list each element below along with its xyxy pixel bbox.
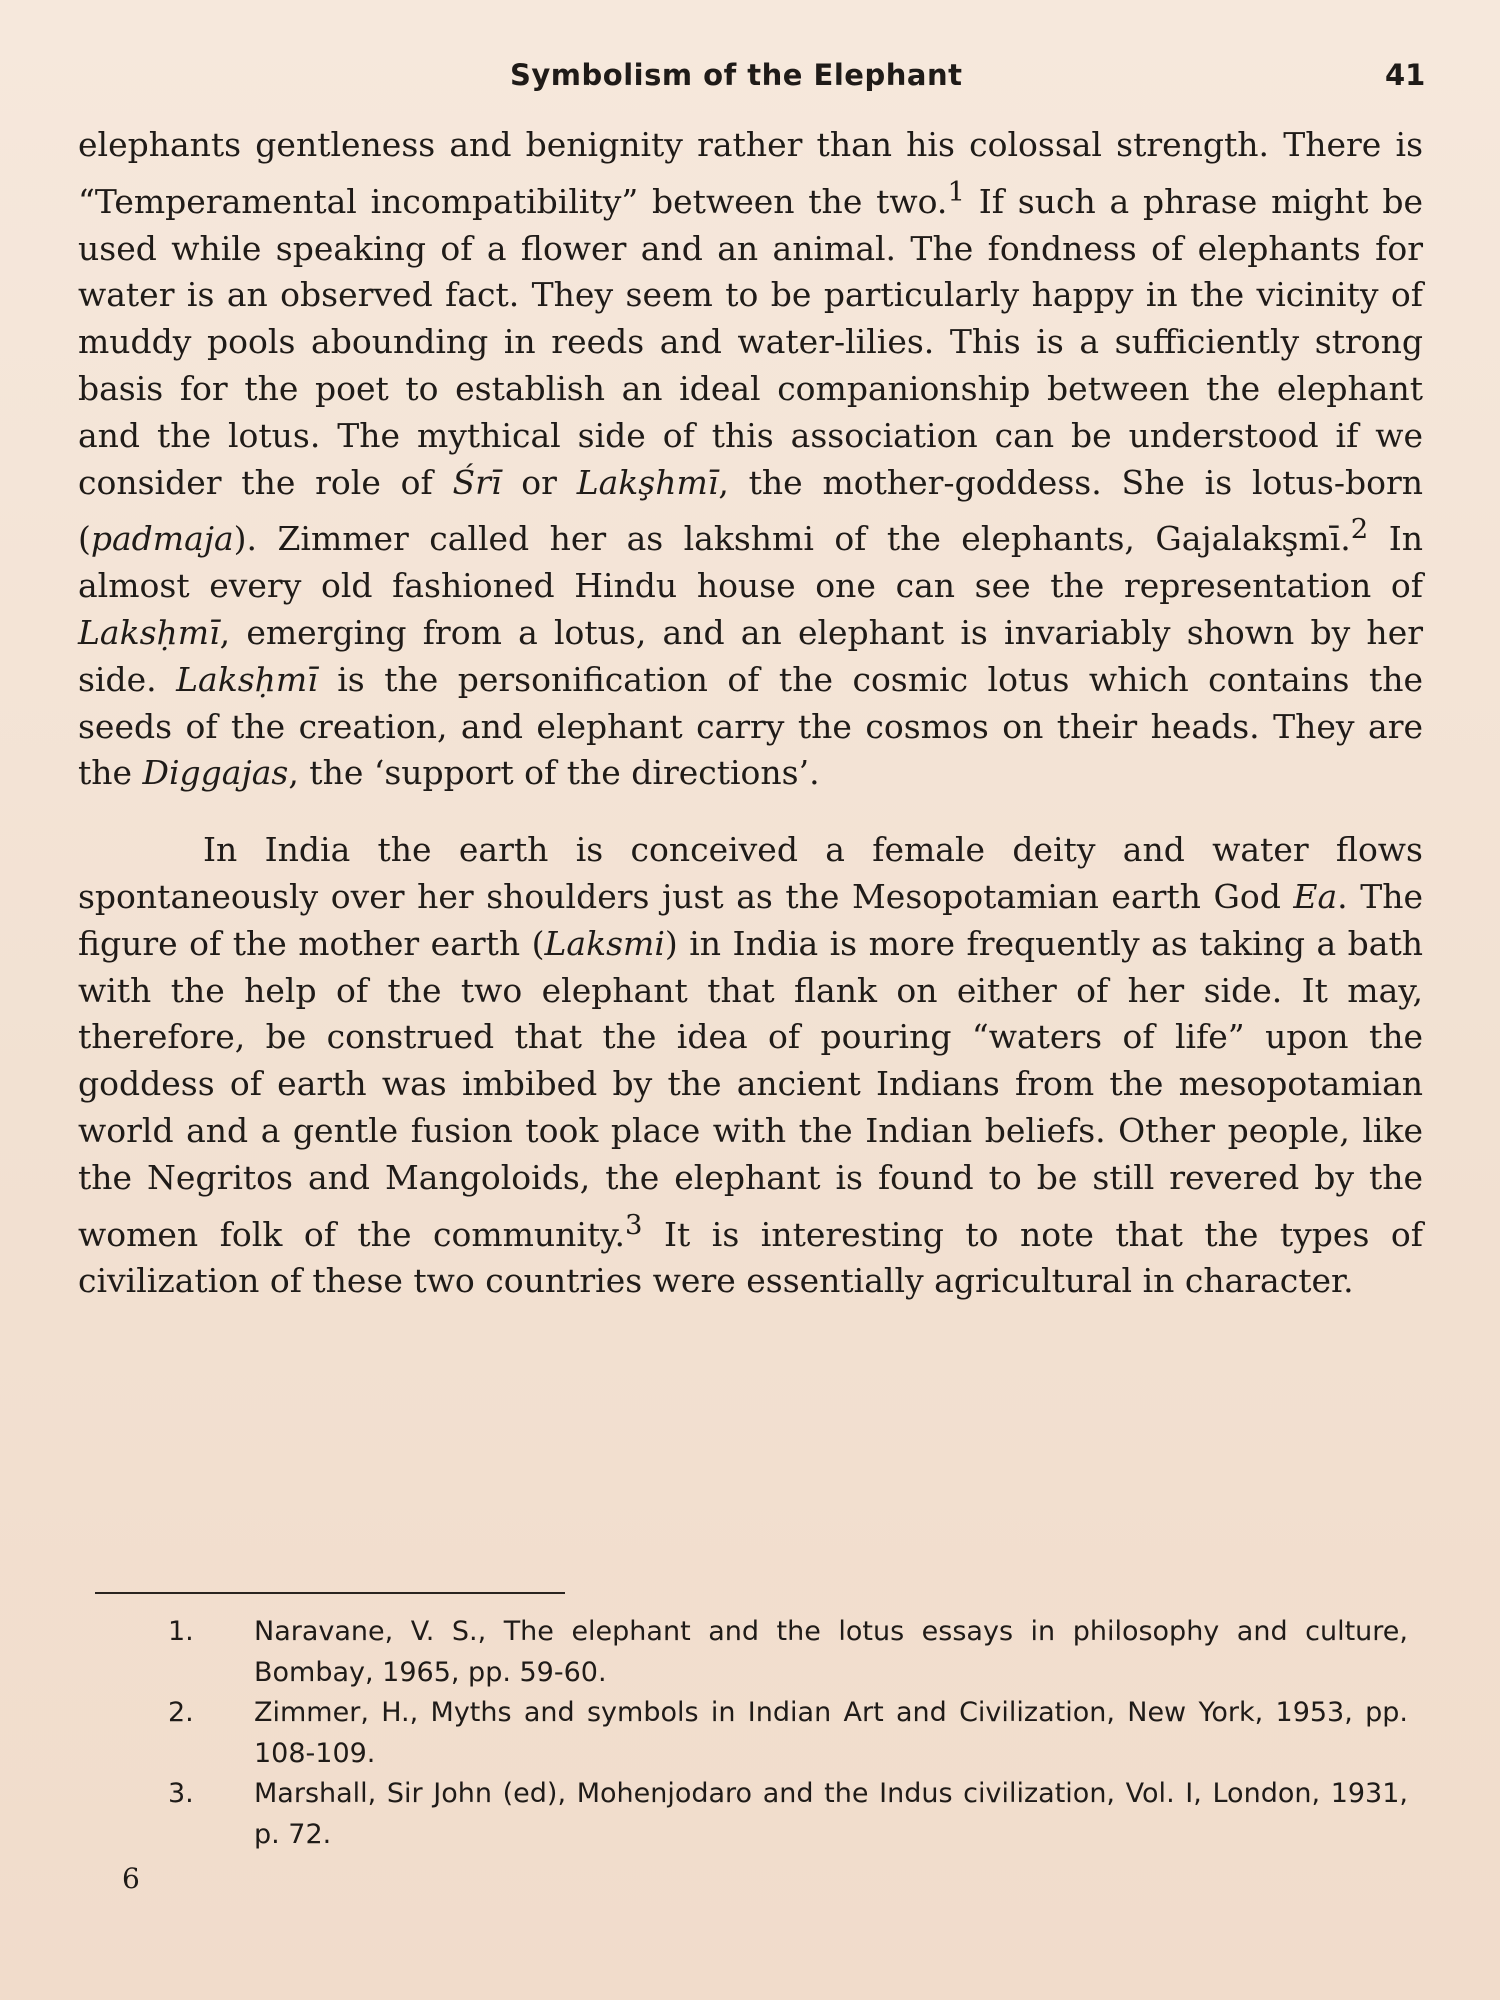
footnote-ref-2: 2	[1350, 513, 1369, 546]
footnote-number: 1.	[168, 1616, 194, 1647]
footnotes	[168, 1612, 1408, 1855]
page-header	[0, 58, 1500, 98]
footnote-3	[168, 1774, 1408, 1855]
body-text	[78, 122, 1423, 1305]
footnote-divider	[95, 1592, 565, 1594]
footnote-number: 3.	[168, 1778, 194, 1809]
footnote-number: 2.	[168, 1697, 194, 1728]
page-number: 41	[1385, 58, 1426, 92]
footnote-ref-1: 1	[947, 175, 965, 208]
footnote-1	[168, 1612, 1408, 1693]
footnote-ref-3: 3	[624, 1208, 643, 1241]
running-title: Symbolism of the Elephant	[510, 58, 963, 92]
paragraph-2: In India the earth is conceived a female deity and water flows spontaneously over her shoulders just as the Mesopotamian earth God Ea. The figure of the mother earth (Laksmi) in India is more frequently as taking a bath with the help of the two elephant that flank on either of her side. It may, therefore, be construed that the idea of pouring “waters of life” upon the goddess of earth was imbibed by the ancient Indians from the mesopotamian world and a gentle fusion took place with the Indian beliefs. Other people, like the Negritos and Mangoloids, the elephant is found to be still revered by the women folk of the community.$^3$ It is interesting to note that the types of civilization of these two countries were essentially agricultural in character.	[78, 830, 1424, 1301]
footnote-text: Naravane, V. S., The elephant and the lotus essays in philosophy and culture, Bombay, 1965, pp. 59-60.	[254, 1616, 1408, 1688]
footnote-text: Marshall, Sir John (ed), Mohenjodaro and the Indus civilization, Vol. I, London, 1931, p. 72.	[254, 1778, 1408, 1850]
footnote-2	[168, 1693, 1408, 1774]
footnote-text: Zimmer, H., Myths and symbols in Indian Art and Civilization, New York, 1953, pp. 108-109.	[254, 1697, 1408, 1769]
paragraph-1: elephants gentleness and benignity rather than his colossal strength. There is “Temperamental incompatibility” between the two.$^1$ If such a phrase might be used while speaking of a flower and an animal. The fondness of elephants for water is an observed fact. They seem to be particularly happy in the vicinity of muddy pools abounding in reeds and water-lilies. This is a sufficiently strong basis for the poet to establish an ideal companionship between the elephant and the lotus. The mythical side of this association can be understood if we consider the role of Śrī or Lakşhmī, the mother-goddess. She is lotus-born (padmaja). Zimmer called her as lakshmi of the elephants, Gajalakşmī.$^2$ In almost every old fashioned Hindu house one can see the representation of Laksḥmī, emerging from a lotus, and an elephant is invariably shown by her side. Laksḥmī is the personification of the cosmic lotus which contains the seeds of the creation, and elephant carry the cosmos on their heads. They are the Diggajas, the ‘support of the directions’.	[78, 125, 1424, 793]
signature-mark: 6	[122, 1862, 140, 1895]
